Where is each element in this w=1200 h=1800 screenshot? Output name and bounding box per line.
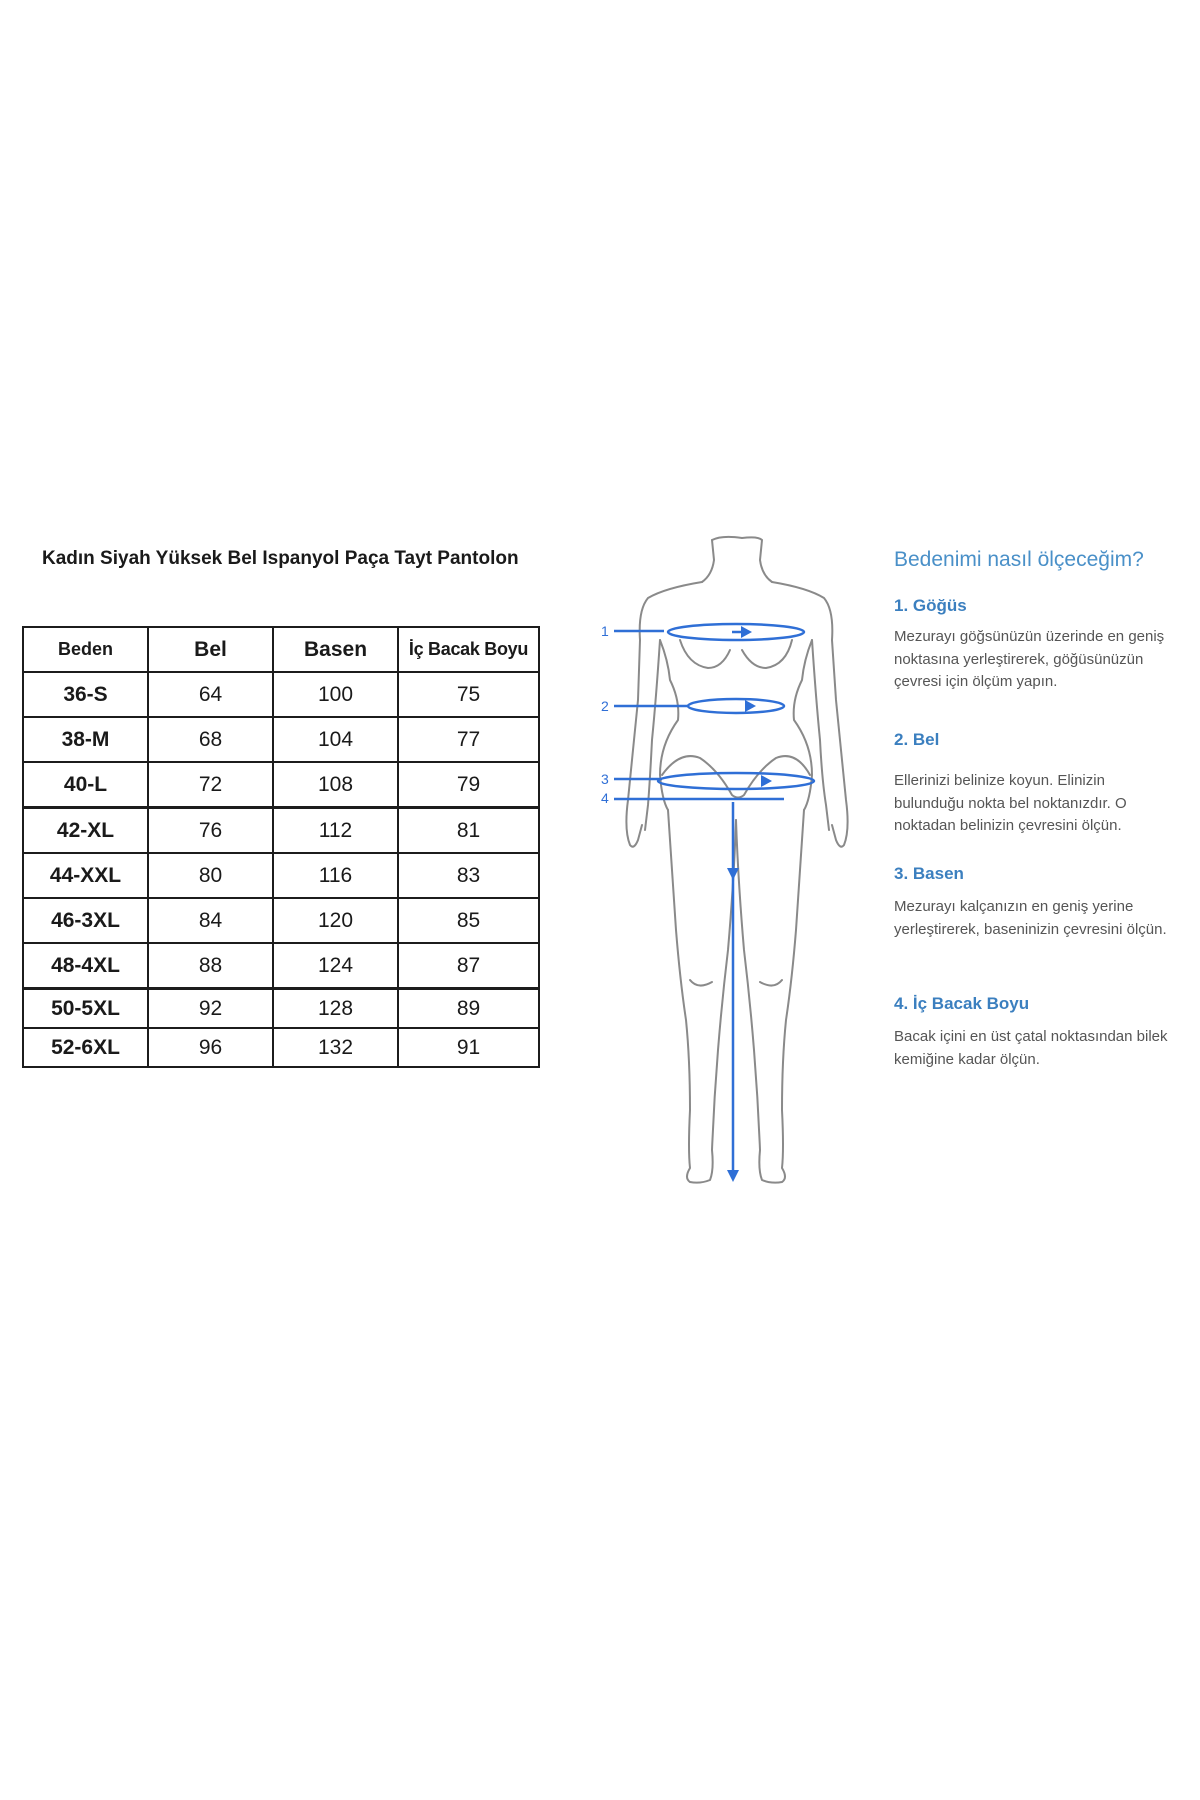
cell-size: 46-3XL: [23, 898, 148, 943]
hip-arrow-head: [761, 775, 772, 787]
cell-ic-bacak: 85: [398, 898, 539, 943]
header-basen: Basen: [273, 627, 398, 672]
cell-ic-bacak: 77: [398, 717, 539, 762]
cell-basen: 112: [273, 808, 398, 854]
cell-size: 44-XXL: [23, 853, 148, 898]
cell-bel: 80: [148, 853, 273, 898]
inseam-arrow-head: [727, 1170, 739, 1182]
label-1: 1: [601, 623, 609, 639]
chest-arrow-head: [741, 626, 752, 638]
cell-ic-bacak: 87: [398, 943, 539, 989]
cell-size: 36-S: [23, 672, 148, 717]
cell-ic-bacak: 75: [398, 672, 539, 717]
label-2: 2: [601, 698, 609, 714]
table-row: [23, 943, 539, 989]
hip-measure-loop: [658, 773, 814, 789]
header-beden: Beden: [23, 627, 148, 672]
cell-basen: 124: [273, 943, 398, 989]
cell-size: 38-M: [23, 717, 148, 762]
table-row: [23, 717, 539, 762]
cell-bel: 96: [148, 1028, 273, 1067]
cell-bel: 88: [148, 943, 273, 989]
table-header-row: [23, 627, 539, 672]
section-text-basen: Mezurayı kalçanızın en geniş yerine yerleştirerek, baseninizin çevresini ölçün.: [894, 898, 1167, 938]
table-row: [23, 762, 539, 808]
cell-size: 50-5XL: [23, 989, 148, 1029]
cell-basen: 100: [273, 672, 398, 717]
cell-size: 48-4XL: [23, 943, 148, 989]
cell-basen: 104: [273, 717, 398, 762]
cell-size: 40-L: [23, 762, 148, 808]
cell-basen: 116: [273, 853, 398, 898]
cell-bel: 64: [148, 672, 273, 717]
header-bel: Bel: [148, 627, 273, 672]
cell-ic-bacak: 83: [398, 853, 539, 898]
cell-ic-bacak: 79: [398, 762, 539, 808]
label-3: 3: [601, 771, 609, 787]
waist-arrow-head: [745, 700, 756, 712]
cell-basen: 108: [273, 762, 398, 808]
cell-ic-bacak: 91: [398, 1028, 539, 1067]
page-title: Kadın Siyah Yüksek Bel Ispanyol Paça Tayt Pantolon: [42, 548, 519, 569]
section-heading-ic-bacak: 4. İç Bacak Boyu: [894, 994, 1030, 1013]
cell-size: 52-6XL: [23, 1028, 148, 1067]
section-heading-gogus: 1. Göğüs: [894, 596, 967, 615]
section-text-bel: Ellerinizi belinize koyun. Elinizin bulunduğu nokta bel noktanızdır. O noktadan belinizin çevresini ölçün.: [894, 772, 1127, 834]
cell-ic-bacak: 89: [398, 989, 539, 1029]
section-heading-basen: 3. Basen: [894, 864, 964, 883]
cell-bel: 68: [148, 717, 273, 762]
size-table: [22, 626, 540, 1068]
cell-basen: 132: [273, 1028, 398, 1067]
cell-bel: 84: [148, 898, 273, 943]
cell-size: 42-XL: [23, 808, 148, 854]
body-outline: [626, 537, 847, 1183]
inseam-arrow-mid: [727, 868, 739, 880]
cell-bel: 72: [148, 762, 273, 808]
cell-bel: 76: [148, 808, 273, 854]
table-row: [23, 989, 539, 1029]
header-ic-bacak-boyu: İç Bacak Boyu: [398, 627, 539, 672]
guide-title: Bedenimi nasıl ölçeceğim?: [894, 548, 1144, 571]
figure-labels: [601, 623, 609, 806]
table-row: [23, 672, 539, 717]
cell-ic-bacak: 81: [398, 808, 539, 854]
cell-basen: 128: [273, 989, 398, 1029]
section-heading-bel: 2. Bel: [894, 730, 940, 749]
table-row: [23, 808, 539, 854]
section-text-ic-bacak: Bacak içini en üst çatal noktasından bilek kemiğine kadar ölçün.: [894, 1028, 1168, 1068]
body-measurement-figure: [595, 530, 875, 1190]
table-row: [23, 898, 539, 943]
section-text-gogus: Mezurayı göğsünüzün üzerinde en geniş noktasına yerleştirerek, göğüsünüzün çevresi için ölçüm yapın.: [894, 628, 1165, 690]
table-row: [23, 853, 539, 898]
cell-bel: 92: [148, 989, 273, 1029]
label-4: 4: [601, 790, 609, 806]
cell-basen: 120: [273, 898, 398, 943]
waist-measure-loop: [688, 699, 784, 713]
table-row: [23, 1028, 539, 1067]
